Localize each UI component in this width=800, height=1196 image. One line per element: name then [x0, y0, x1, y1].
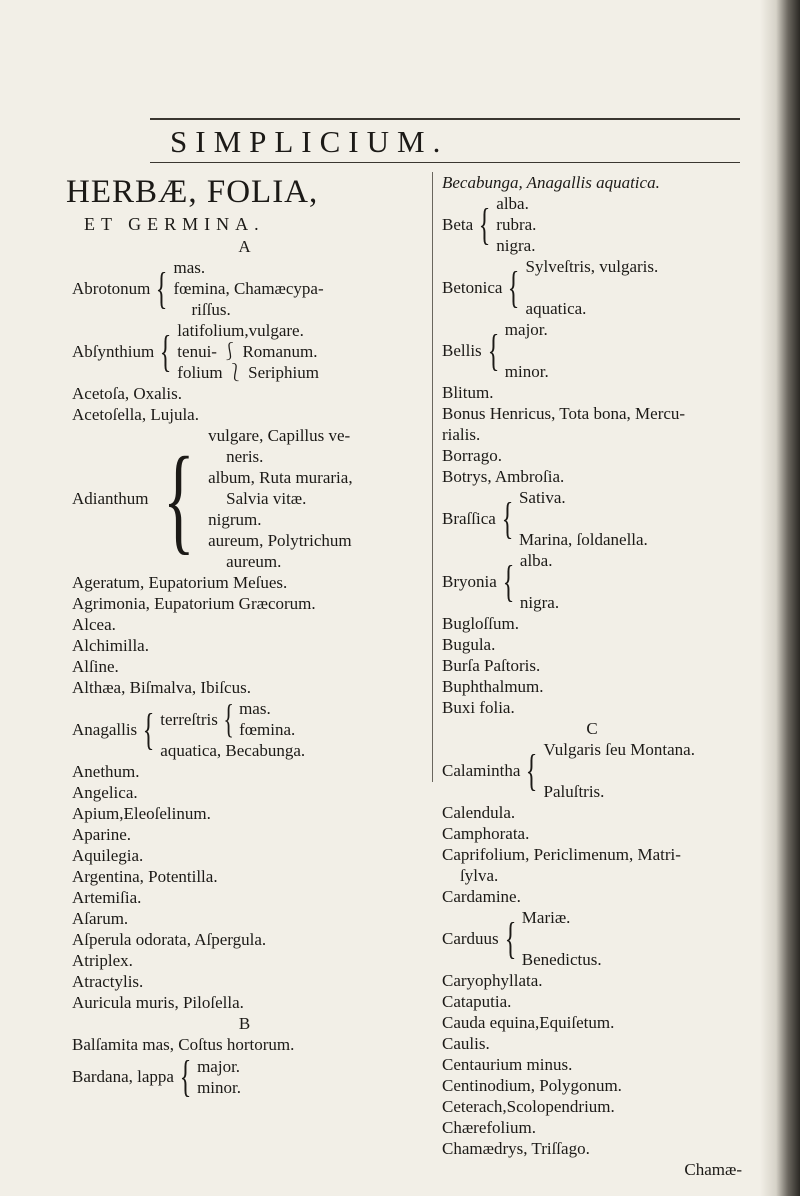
entry-item	[505, 340, 549, 361]
entry-line: rialis.	[442, 425, 481, 444]
letter-heading-b: B	[238, 1014, 251, 1033]
entry-line: Caulis.	[442, 1034, 490, 1053]
entry-key: Abſynthium	[72, 341, 155, 361]
entry-line: Alchimilla.	[72, 636, 149, 655]
head-underline	[150, 162, 740, 163]
entry-item: Salvia vitæ.	[226, 489, 307, 508]
brace: {	[526, 745, 538, 795]
entry-line: Blitum.	[442, 383, 494, 402]
catchword: Chamæ-	[684, 1160, 742, 1179]
entry-line: Becabunga, Anagallis aquatica.	[442, 173, 660, 192]
entry-line: Botrys, Ambroſia.	[442, 467, 565, 486]
brace: {	[501, 493, 514, 543]
letter-heading-c: C	[586, 719, 598, 738]
entry-item: aureum.	[226, 552, 282, 571]
entry-item: album, Ruta muraria,	[208, 468, 353, 487]
entry-item: nigra.	[496, 236, 536, 255]
entry-line: Argentina, Potentilla.	[72, 867, 218, 886]
entry-line: Borrago.	[442, 446, 502, 465]
entry-line: Angelica.	[72, 783, 138, 802]
entry-item	[526, 277, 659, 298]
entry-line: Anethum.	[72, 762, 140, 781]
entry-item: tenui- ⎰ Romanum.	[177, 342, 318, 361]
entry-item: Marina, ſoldanella.	[518, 530, 648, 549]
entry-beta	[442, 193, 742, 256]
brace: {	[156, 263, 168, 313]
entry-item: alba.	[519, 551, 553, 570]
brace: {	[502, 556, 515, 606]
entry-item: folium ⎱ Seriphium	[177, 363, 319, 382]
entry-line: Acetoſella, Lujula.	[72, 405, 199, 424]
brace: {	[508, 262, 520, 312]
brace: {	[159, 326, 172, 376]
entry-line: Burſa Paſtoris.	[442, 656, 541, 675]
entry-line: Ceterach,Scolopendrium.	[442, 1097, 615, 1116]
entry-absynthium	[72, 320, 417, 383]
entry-line: Buxi folia.	[442, 698, 515, 717]
brace: {	[162, 431, 195, 565]
brace: {	[223, 696, 234, 741]
entry-key: Anagallis	[72, 719, 138, 739]
entry-line: Caryophyllata.	[442, 971, 543, 990]
entry-line: Auricula muris, Piloſella.	[72, 993, 244, 1012]
entry-line: Bonus Henricus, Tota bona, Mercu-	[442, 404, 686, 423]
entry-key: Beta	[442, 214, 474, 234]
entry-key: Abrotonum	[72, 278, 151, 298]
entry-item: rubra.	[496, 215, 537, 234]
entry-line: Althæa, Biſmalva, Ibiſcus.	[72, 678, 251, 697]
entry-carduus	[442, 907, 742, 970]
entry-item: aureum, Polytrichum	[208, 531, 352, 550]
entry-line: Buphthalmum.	[442, 677, 544, 696]
entry-key: Bryonia	[442, 571, 497, 591]
entry-line: Apium,Eleoſelinum.	[72, 804, 211, 823]
entry-line: Aparine.	[72, 825, 132, 844]
entry-key: Betonica	[442, 277, 503, 297]
entry-item: nigrum.	[208, 510, 262, 529]
entry-line: Balſamita mas, Coſtus hortorum.	[72, 1035, 295, 1054]
entry-item: latifolium,vulgare.	[177, 321, 304, 340]
entry-line: Aquilegia.	[72, 846, 144, 865]
entry-betonica	[442, 256, 742, 319]
head-rule	[150, 118, 740, 120]
section-title: HERBÆ, FOLIA,	[66, 174, 319, 210]
entry-line: Aſperula odorata, Aſpergula.	[72, 930, 267, 949]
left-column	[66, 172, 417, 1101]
entry-item: major.	[197, 1057, 241, 1076]
entry-line: Bugloſſum.	[442, 614, 519, 633]
entry-item: minor.	[197, 1078, 241, 1097]
entry-item	[520, 571, 559, 592]
entry-key: Bellis	[442, 340, 482, 360]
entry-key: Braſſica	[442, 508, 496, 528]
entry-line: Bugula.	[442, 635, 496, 654]
entry-line: Agrimonia, Eupatorium Græcorum.	[72, 594, 316, 613]
entry-line: Cauda equina,Equiſetum.	[442, 1013, 615, 1032]
entry-item: major.	[504, 320, 548, 339]
entry-item	[544, 760, 695, 781]
entry-calamintha	[442, 739, 742, 802]
entry-line: Centaurium minus.	[442, 1055, 573, 1074]
entry-line: Caprifolium, Periclimenum, Matri-	[442, 845, 681, 864]
entry-item: vulgare, Capillus ve-	[208, 426, 351, 445]
entry-anagallis	[72, 698, 417, 761]
entry-line: ſylva.	[460, 866, 499, 885]
entry-line: Atractylis.	[72, 972, 144, 991]
entry-line: Artemiſia.	[72, 888, 142, 907]
brace: {	[142, 704, 155, 754]
entry-line: Alſine.	[72, 657, 119, 676]
entry-item: Vulgaris ſeu Montana.	[543, 740, 695, 759]
brace: {	[179, 1052, 192, 1101]
entry-item	[522, 928, 602, 949]
entry-line: Atriplex.	[72, 951, 133, 970]
entry-line: Ageratum, Eupatorium Meſues.	[72, 573, 288, 592]
running-head: SIMPLICIUM.	[170, 124, 449, 159]
entry-abrotonum	[72, 257, 417, 320]
entry-item: Benedictus.	[521, 950, 602, 969]
entry-item: aquatica, Becabunga.	[160, 741, 306, 760]
right-column	[442, 172, 742, 1180]
entry-item	[519, 508, 648, 529]
entry-line: Chærefolium.	[442, 1118, 536, 1137]
entry-line: Cataputia.	[442, 992, 512, 1011]
entry-item: minor.	[504, 362, 549, 381]
entry-item: mas.	[173, 258, 206, 277]
entry-key: Adianthum	[72, 488, 149, 508]
entry-key: Bardana, lappa	[72, 1067, 174, 1086]
entry-item: neris.	[226, 447, 264, 466]
column-divider	[432, 172, 433, 782]
entry-key: Calamintha	[442, 760, 521, 780]
brace: {	[504, 913, 517, 963]
entry-item: fœmina, Chamæcypa-	[173, 279, 324, 298]
entry-item: Sylveſtris, vulgaris.	[525, 257, 659, 276]
letter-heading-a: A	[238, 237, 251, 256]
entry-adianthum	[72, 425, 417, 572]
entry-bryonia	[442, 550, 742, 613]
entry-item: Sativa.	[518, 488, 566, 507]
brace: {	[487, 325, 500, 375]
entry-item: fœmina.	[239, 720, 296, 739]
entry-line: Acetoſa, Oxalis.	[72, 384, 182, 403]
sub-entry-terrestris	[160, 698, 305, 740]
entry-key: Carduus	[442, 928, 499, 948]
entry-item: alba.	[496, 194, 529, 213]
entry-item: Mariæ.	[521, 908, 571, 927]
entry-item: mas.	[239, 699, 271, 718]
page-binding-shadow	[760, 0, 800, 1196]
brace: {	[478, 199, 491, 249]
entry-line: Centinodium, Polygonum.	[442, 1076, 622, 1095]
entry-bellis	[442, 319, 742, 382]
sub-entry-key: terreſtris	[160, 709, 218, 729]
entry-line: Calendula.	[442, 803, 516, 822]
entry-item: nigra.	[519, 593, 560, 612]
section-subtitle: ET GERMINA.	[84, 214, 265, 234]
entry-bardana	[72, 1052, 417, 1101]
entry-item: riſſus.	[191, 300, 231, 319]
entry-item: Paluſtris.	[543, 782, 605, 801]
entry-line: Chamædrys, Triſſago.	[442, 1139, 590, 1158]
entry-item: aquatica.	[525, 299, 587, 318]
entry-line: Cardamine.	[442, 887, 521, 906]
entry-line: Alcea.	[72, 615, 116, 634]
entry-line: Camphorata.	[442, 824, 530, 843]
entry-brassica	[442, 487, 742, 550]
entry-line: Aſarum.	[72, 909, 129, 928]
